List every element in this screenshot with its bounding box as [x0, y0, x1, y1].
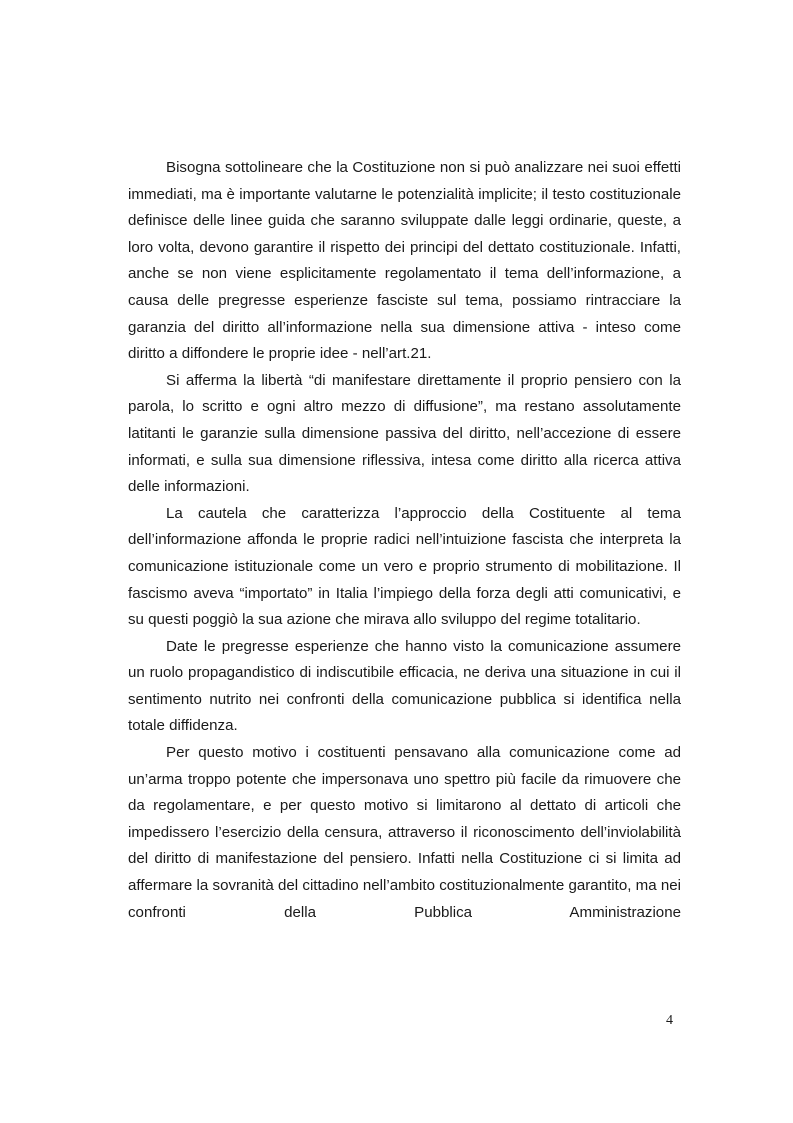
paragraph-1: Bisogna sottolineare che la Costituzione non si può analizzare nei suoi effetti immediati, ma è importante valutarne le potenzialità implicite; il testo costituzionale definisce delle linee guida che saranno sviluppate dalle leggi ordinarie, queste, a loro volta, devono garantire il rispetto dei principi del dettato costituzionale. Infatti, anche se non viene esplicitamente regolamentato il tema dell’informazione, a causa delle pregresse esperienze fasciste sul tema, possiamo rintracciare la garanzia del diritto all’informazione nella sua dimensione attiva - inteso come diritto a diffondere le proprie idee - nell’art.21.: [128, 159, 681, 363]
paragraph-4: Date le pregresse esperienze che hanno visto la comunicazione assumere un ruolo propagandistico di indiscutibile efficacia, ne deriva una situazione in cui il sentimento nutrito nei confronti della comunicazione pubblica si identifica nella totale diffidenza.: [128, 637, 681, 735]
paragraph-3: La cautela che caratterizza l’approccio della Costituente al tema dell’informazione affonda le proprie radici nell’intuizione fascista che interpreta la comunicazione istituzionale come un vero e proprio strumento di mobilitazione. Il fascismo aveva “importato” in Italia l’impiego della forza degli atti comunicativi, e su questi poggiò la sua azione che mirava allo sviluppo del regime totalitario.: [128, 504, 681, 629]
body-text: [128, 155, 681, 926]
paragraph-2: Si afferma la libertà “di manifestare direttamente il proprio pensiero con la parola, lo scritto e ogni altro mezzo di diffusione”, ma restano assolutamente latitanti le garanzie sulla dimensione passiva del diritto, nell’accezione di essere informati, e sulla sua dimensione riflessiva, intesa come diritto alla ricerca attiva delle informazioni.: [128, 371, 681, 496]
page-number: 4: [666, 1013, 673, 1028]
paragraph-5: Per questo motivo i costituenti pensavano alla comunicazione come ad un’arma troppo potente che impersonava uno spettro più facile da rimuovere che da regolamentare, e per questo motivo si limitarono al dettato di articoli che impedissero l’esercizio della censura, attraverso il riconoscimento dell’inviolabilità del diritto di manifestazione del pensiero. Infatti nella Costituzione ci si limita ad affermare la sovranità del cittadino nell’ambito costituzionalmente garantito, ma nei confronti della Pubblica Amministrazione: [128, 744, 681, 921]
